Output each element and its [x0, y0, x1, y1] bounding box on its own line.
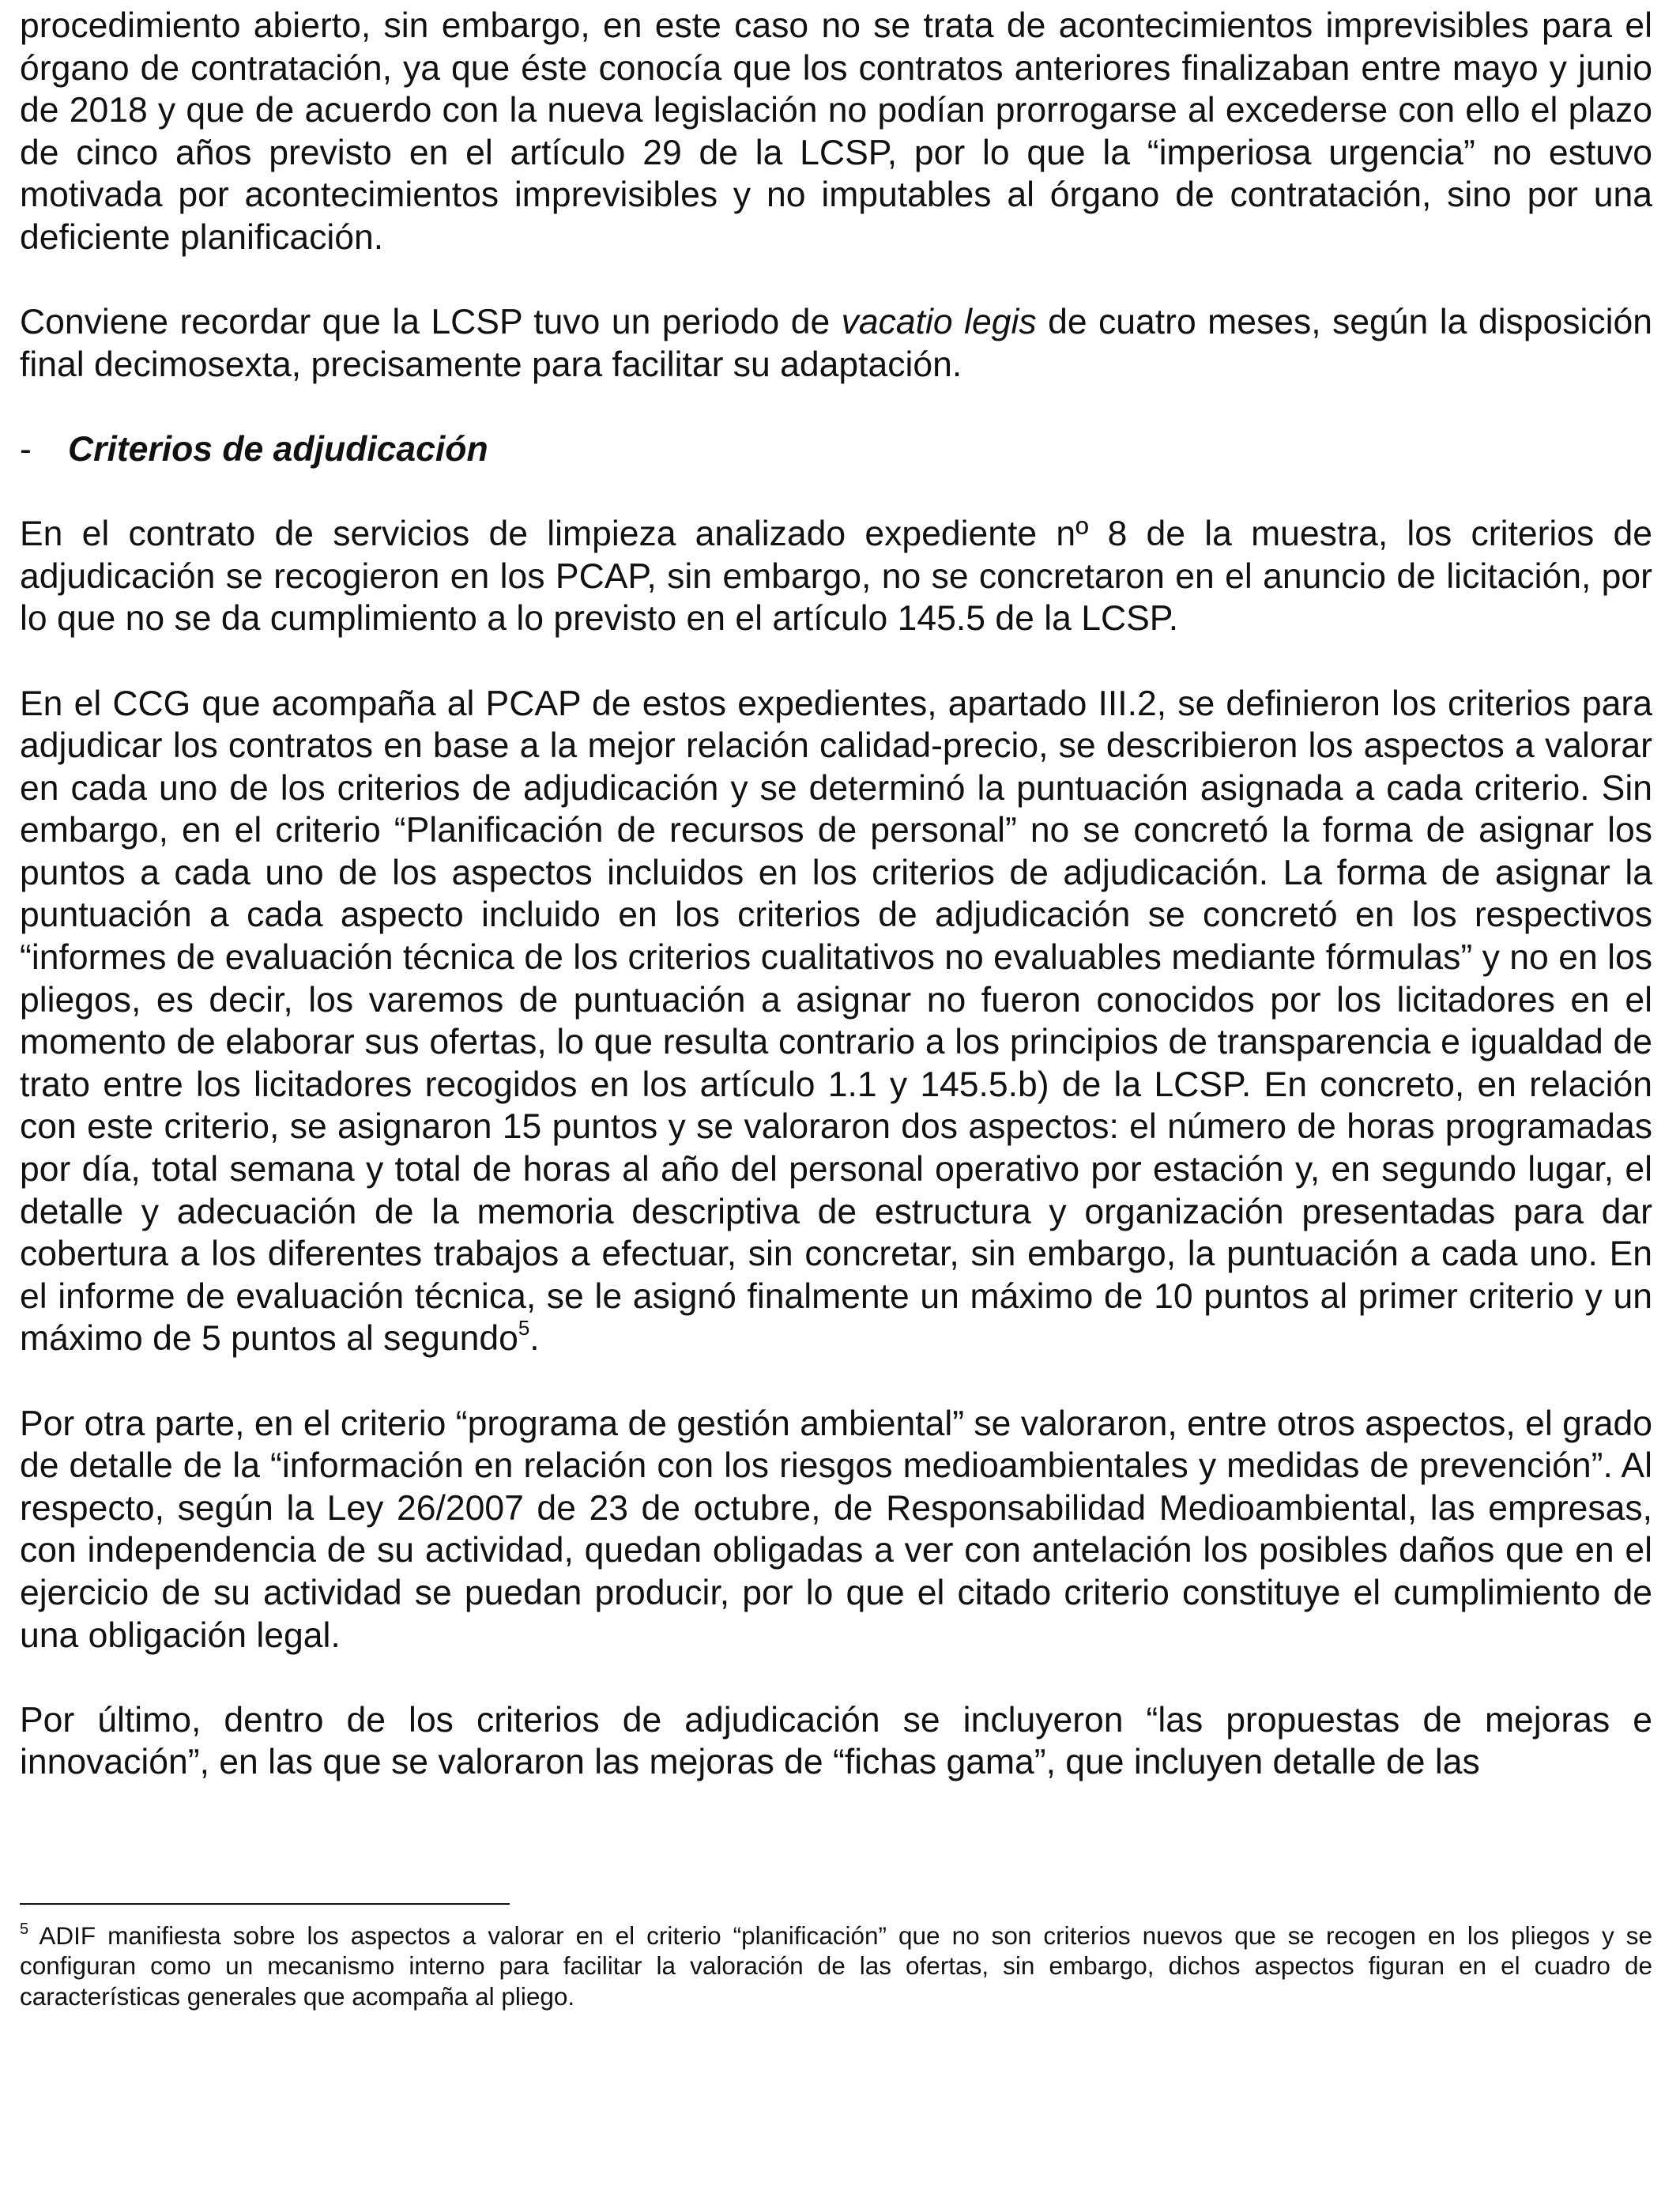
paragraph-contrato-limpieza — [20, 513, 1652, 640]
paragraph-mejoras-innovacion — [20, 1699, 1652, 1784]
paragraph-gestion-ambiental — [20, 1403, 1652, 1657]
paragraph-text: procedimiento abierto, sin embargo, en este caso no se trata de acontecimientos imprevisibles para el órgano de contratación, ya que éste conocía que los contratos anteriores finalizaban entre mayo y junio de 2018 y que de acuerdo con la nueva legislación no podían prorrogarse al excederse con ello el plazo de cinco años previsto en el artículo 29 de la LCSP, por lo que la “imperiosa urgencia” no estuvo motivada por acontecimientos imprevisibles y no imputables al órgano de contratación, sino por una deficiente planificación. — [20, 6, 1652, 257]
footnote-paragraph — [20, 1921, 1652, 2011]
paragraph-text: Por último, dentro de los criterios de adjudicación se incluyeron “las propuestas de mejoras e innovación”, en las que se valoraron las mejoras de “fichas gama”, que incluyen detalle de las — [20, 1700, 1652, 1782]
paragraph-vacatio-legis — [20, 301, 1652, 386]
section-heading — [20, 428, 1652, 471]
footnote-text: ADIF manifiesta sobre los aspectos a valorar en el criterio “planificación” que no son criterios nuevos que se recogen en los pliegos y se configuran como un mecanismo interno para facilitar la valoración de las ofertas, sin embargo, dichos aspectos figuran en el cuadro de características generales que acompaña al pliego. — [20, 1921, 1652, 2011]
paragraph-text: Por otra parte, en el criterio “programa de gestión ambiental” se valoraron, entre otros aspectos, el grado de detalle de la “información en relación con los riesgos medioambientales y medidas de prevención”. Al respecto, según la Ley 26/2007 de 23 de octubre, de Responsabilidad Medioambiental, las empresas, con independencia de su actividad, quedan obligadas a ver con antelación los posibles daños que en el ejercicio de su actividad se puedan producir, por lo que el citado criterio constituye el cumplimiento de una obligación legal. — [20, 1404, 1652, 1655]
footnote-reference[interactable]: 5 — [518, 1315, 530, 1340]
heading-bullet: - — [20, 429, 32, 469]
paragraph-text: En el contrato de servicios de limpieza analizado expediente nº 8 de la muestra, los criterios de adjudicación se recogieron en los PCAP, sin embargo, no se concretaron en el anuncio de licitación, por lo que no se da cumplimiento a lo previsto en el artículo 145.5 de la LCSP. — [20, 515, 1652, 639]
footnote-separator — [20, 1903, 510, 1905]
footnote-number: 5 — [20, 1920, 29, 1938]
body-text — [20, 5, 1652, 1826]
footnote — [20, 1921, 1652, 2011]
paragraph-procedimiento — [20, 5, 1652, 259]
heading-title: Criterios de adjudicación — [68, 429, 488, 469]
paragraph-text: En el CCG que acompaña al PCAP de estos expedientes, apartado III.2, se definieron los criterios para adjudicar los contratos en base a la mejor relación calidad-precio, se describieron los aspectos a valorar en cada uno de los criterios de adjudicación y se determinó la puntuación asignada a cada criterio. Sin embargo, en el criterio “Planificación de recursos de personal” no se concretó la forma de asignar los puntos a cada uno de los aspectos incluidos en los criterios de adjudicación. La forma de asignar la puntuación a cada aspecto incluido en los criterios de adjudicación se concretó en los respectivos “informes de evaluación técnica de los criterios cualitativos no evaluables mediante fórmulas” y no en los pliegos, es decir, los varemos de puntuación a asignar no fueron conocidos por los licitadores en el momento de elaborar sus ofertas, lo que resulta contrario a los principios de transparencia e igualdad de trato entre los licitadores recogidos en los artículo 1.1 y 145.5.b) de la LCSP. En concreto, en relación con este criterio, se asignaron 15 puntos y se valoraron dos aspectos: el número de horas programadas por día, total semana y total de horas al año del personal operativo por estación y, en segundo lugar, el detalle y adecuación de la memoria descriptiva de estructura y organización presentadas para dar cobertura a los diferentes trabajos a efectuar, sin concretar, sin embargo, la puntuación a cada uno. En el informe de evaluación técnica, se le asignó finalmente un máximo de 10 puntos al primer criterio y un máximo de 5 puntos al segundo — [20, 684, 1652, 1359]
paragraph-text: Conviene recordar que la LCSP tuvo un periodo de — [20, 303, 842, 342]
paragraph-text: de cuatro meses, según la disposición final decimosexta, precisamente para facilitar su adaptación. — [20, 303, 1652, 384]
paragraph-ccg-pcap — [20, 683, 1652, 1361]
paragraph-text: . — [529, 1319, 540, 1359]
italic-term: vacatio legis — [841, 303, 1037, 342]
